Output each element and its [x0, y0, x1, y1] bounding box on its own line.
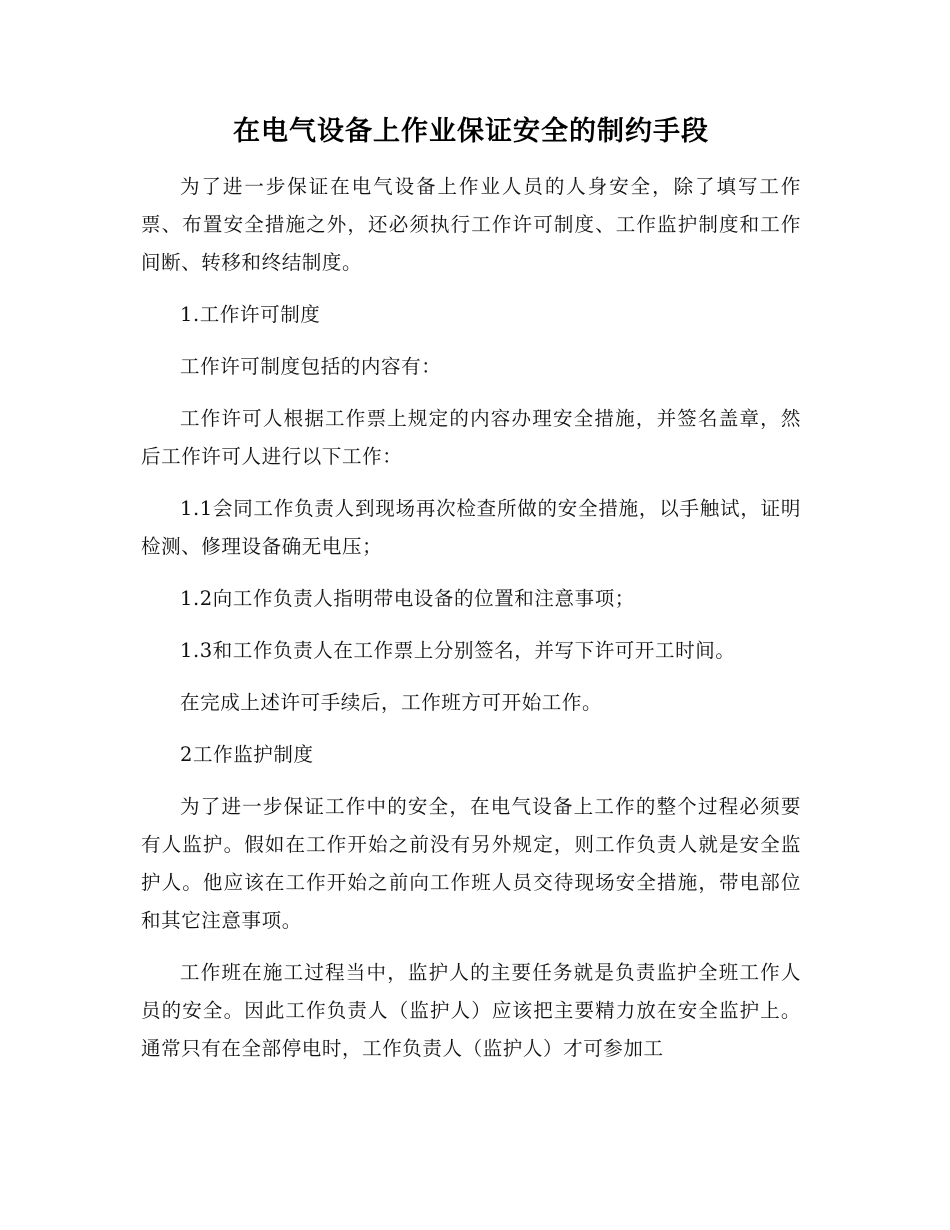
paragraph: 为了进一步保证工作中的安全，在电气设备上工作的整个过程必须要有人监护。假如在工作开始之前没有另外规定，则工作负责人就是安全监护人。他应该在工作开始之前向工作班人员交待现场安全措施，带电部位和其它注意事项。: [141, 795, 801, 932]
section-heading-supervision: 2工作监护制度: [180, 743, 314, 766]
paragraph: 工作许可制度包括的内容有：: [180, 355, 442, 378]
list-item-1-3: 1.3和工作负责人在工作票上分别签名，并写下许可开工时间。: [180, 639, 736, 662]
paragraph: 工作许可人根据工作票上规定的内容办理安全措施，并签名盖章，然后工作许可人进行以下工作：: [141, 407, 801, 468]
paragraph: 工作班在施工过程当中，监护人的主要任务就是负责监护全班工作人员的安全。因此工作负责人（监护人）应该把主要精力放在安全监护上。通常只有在全部停电时，工作负责人（监护人）才可参加工: [141, 961, 801, 1060]
document-title: 在电气设备上作业保证安全的制约手段: [233, 116, 709, 147]
intro-paragraph: 为了进一步保证在电气设备上作业人员的人身安全，除了填写工作票、布置安全措施之外，还必须执行工作许可制度、工作监护制度和工作间断、转移和终结制度。: [141, 175, 801, 274]
list-item-1-2: 1.2向工作负责人指明带电设备的位置和注意事项；: [180, 587, 635, 610]
document-body: [141, 112, 801, 1082]
list-item-1-1: 1.1会同工作负责人到现场再次检查所做的安全措施，以手触试，证明检测、修理设备确无电压；: [141, 497, 801, 558]
paragraph: 在完成上述许可手续后，工作班方可开始工作。: [180, 691, 603, 714]
section-heading-work-permit: 1.工作许可制度: [180, 303, 321, 326]
